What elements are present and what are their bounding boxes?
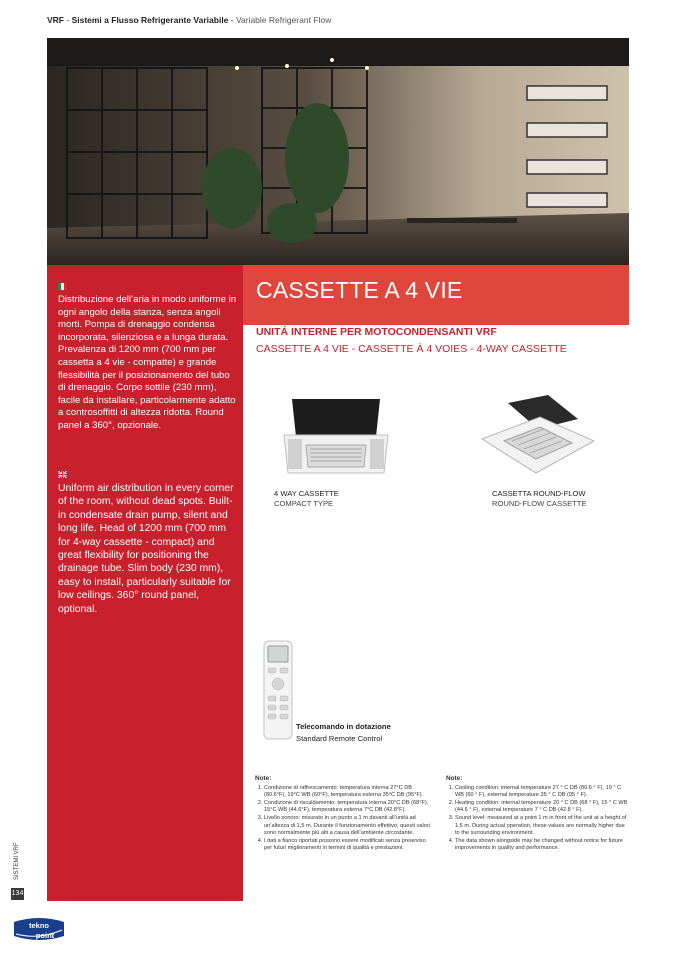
showroom-photo: [47, 38, 629, 265]
subtitle-primary: UNITÁ INTERNE PER MOTOCONDENSANTI VRF: [256, 326, 497, 338]
product-type: ROUND-FLOW CASSETTE: [492, 498, 587, 508]
remote-control-image: [263, 640, 293, 740]
remote-caption: [296, 721, 391, 745]
product-name: CASSETTA ROUND-FLOW: [492, 489, 586, 498]
note-item: 3. Livello sonoro: misurato in un punto a 1 m davanti all’unità ad un’altezza di 1,5 m. Durante il funzionamento effettivo, questi valori sono normalmente più alti a causa dell’ambiente circostante.: [264, 815, 435, 838]
subtitle-secondary: CASSETTE A 4 VIE - CASSETTE À 4 VOIES - 4-WAY CASSETTE: [256, 343, 567, 355]
notes-english: [446, 775, 628, 853]
round-flow-cassette-image: [478, 393, 598, 483]
uk-flag-icon: [58, 471, 67, 478]
header-italian: Sistemi a Flusso Refrigerante Variabile: [71, 15, 229, 25]
description-english: Uniform air distribution in every corner of the room, without dead spots. Built-in condensate drain pump, silent and long life. Head of 1200 mm (700 mm for 4-way cassette - compact) and great flexibility for positioning the drainage tube. Slim body (230 mm), easy to install, particularly suitable for low ceilings. 360° round panel, optional.: [58, 483, 234, 615]
notes-heading: Note:: [446, 775, 463, 782]
note-item: 3. Sound level: measured at a point 1 m in front of the unit at a height of 1.5 m. During actual operation, these values are normally higher due to the surrounding environment.: [455, 815, 628, 838]
remote-caption-english: Standard Remote Control: [296, 734, 383, 743]
note-item: 1. Condizione di raffrescamento: temperatura interna 27°C DB (80.6°F), 19°C WB (60°F), temperatura esterna 35°C DB (95°F).: [264, 785, 435, 800]
product-caption-compact: [274, 489, 339, 508]
header-english: Variable Refrigerant Flow: [235, 15, 332, 25]
note-item: 4. The data shown alongside may be changed without notice for future improvements in quality and performance.: [455, 838, 628, 853]
description-italian: Distribuzione dell’aria in modo uniforme in ogni angolo della stanza, senza angoli morti. Pompa di drenaggio condensa incorporata, silenziosa e a lunga durata. Prevalenza di 1200 mm (700 mm per cassetta a 4 vie - compatte) e grande flessibilità per il posizionamento del tubo di drenaggio. Corpo sottile (230 mm), facile da installare, particolarmente adatto a controsoffitti di altezza ridotta. Round panel a 360°, opzionale.: [58, 294, 237, 431]
note-item: 2. Condizione di riscaldamento: temperatura interna 20°C DB (68°F), 15°C WB (44.6°F), temperatura esterna 7°C DB (42.8°F).: [264, 800, 435, 815]
note-item: 1. Cooling condition: internal temperature 27 ° C DB (80.6 ° F), 19 ° C WB (60 ° F), external temperature 35 ° C DB (95 ° F).: [455, 785, 628, 800]
product-caption-roundflow: [492, 489, 587, 508]
compact-cassette-image: [280, 395, 392, 480]
notes-italian: [255, 775, 435, 853]
sidebar-label: SISTEMI VRF: [14, 842, 20, 880]
page-number: 134: [11, 888, 24, 900]
logo-line2: point: [35, 931, 55, 940]
teknopoint-logo: [12, 916, 66, 942]
notes-heading: Note:: [255, 775, 272, 782]
page-title: CASSETTE A 4 VIE: [256, 277, 463, 303]
header-vrf: VRF: [47, 15, 64, 25]
logo-line1: tekno: [28, 921, 50, 930]
remote-caption-italian: Telecomando in dotazione: [296, 722, 391, 731]
page-header: VRF - Sistemi a Flusso Refrigerante Variabile - Variable Refrigerant Flow: [47, 15, 332, 25]
note-item: 2. Heating condition: internal temperature 20 ° C DB (68 ° F), 15 ° C WB (44.6 ° F), external temperature 7 ° C DB (42.8 ° F).: [455, 800, 628, 815]
italy-flag-icon: [58, 283, 67, 290]
product-type: COMPACT TYPE: [274, 498, 334, 508]
product-name: 4 WAY CASSETTE: [274, 489, 339, 498]
note-item: 4. I dati a fianco riportati possono essere modificati senza preavviso per futuri miglioramenti in termini di qualità e prestazioni.: [264, 838, 435, 853]
